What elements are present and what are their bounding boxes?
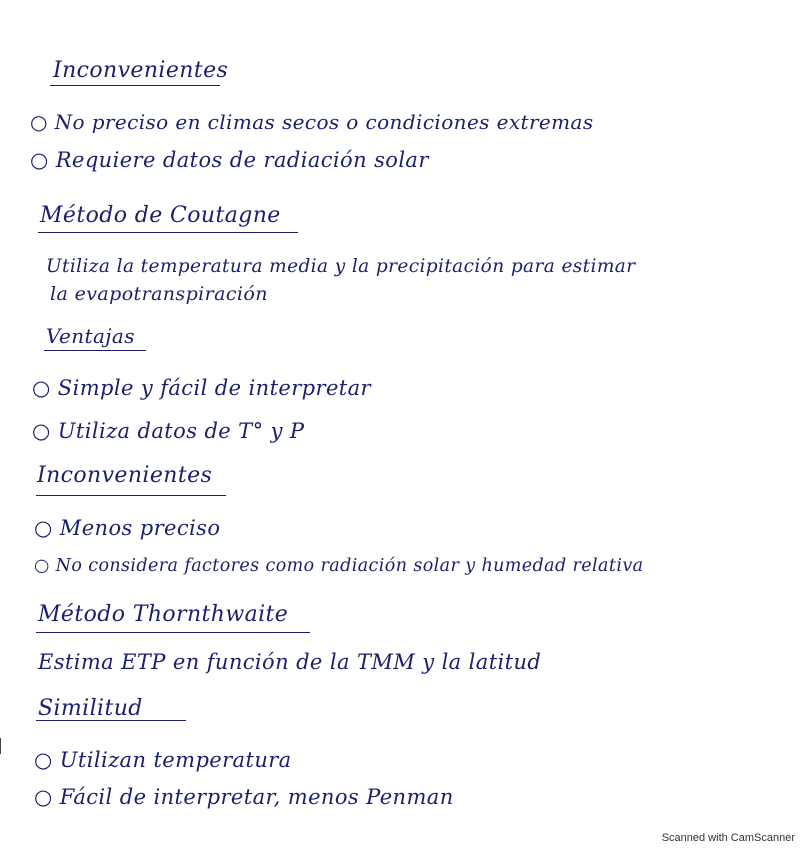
heading-inconvenientes-1: Inconvenientes [53, 58, 229, 83]
inconvenientes-2-item-2: ○ No considera factores como radiación solar y humedad relativa [34, 556, 644, 576]
inconvenientes-2-item-1: ○ Menos preciso [34, 516, 221, 540]
underline-inconvenientes-2 [36, 495, 226, 496]
similitud-item-2: ○ Fácil de interpretar, menos Penman [34, 785, 454, 809]
underline-coutagne [38, 232, 298, 233]
heading-ventajas: Ventajas [46, 324, 135, 348]
similitud-item-1: ○ Utilizan temperatura [34, 748, 292, 772]
underline-inconvenientes-1 [50, 85, 220, 86]
ventajas-item-2: ○ Utiliza datos de T° y P [32, 419, 305, 443]
scan-edge-mark [0, 738, 1, 754]
underline-similitud [36, 720, 186, 721]
ventajas-item-1: ○ Simple y fácil de interpretar [32, 376, 371, 400]
underline-ventajas [44, 350, 146, 351]
underline-thornthwaite [36, 632, 310, 633]
inconvenientes-1-item-2: ○ Requiere datos de radiación solar [30, 148, 429, 172]
coutagne-description-line-1: Utiliza la temperatura media y la precipitación para estimar [46, 256, 636, 277]
heading-inconvenientes-2: Inconvenientes [37, 463, 213, 488]
heading-similitud: Similitud [38, 696, 143, 721]
heading-metodo-thornthwaite: Método Thornthwaite [38, 602, 289, 627]
camscanner-watermark: Scanned with CamScanner [661, 832, 795, 844]
thornthwaite-description: Estima ETP en función de la TMM y la latitud [38, 650, 542, 674]
inconvenientes-1-item-1: ○ No preciso en climas secos o condiciones extremas [30, 110, 594, 134]
heading-metodo-coutagne: Método de Coutagne [40, 203, 281, 228]
coutagne-description-line-2: la evapotranspiración [50, 283, 268, 305]
